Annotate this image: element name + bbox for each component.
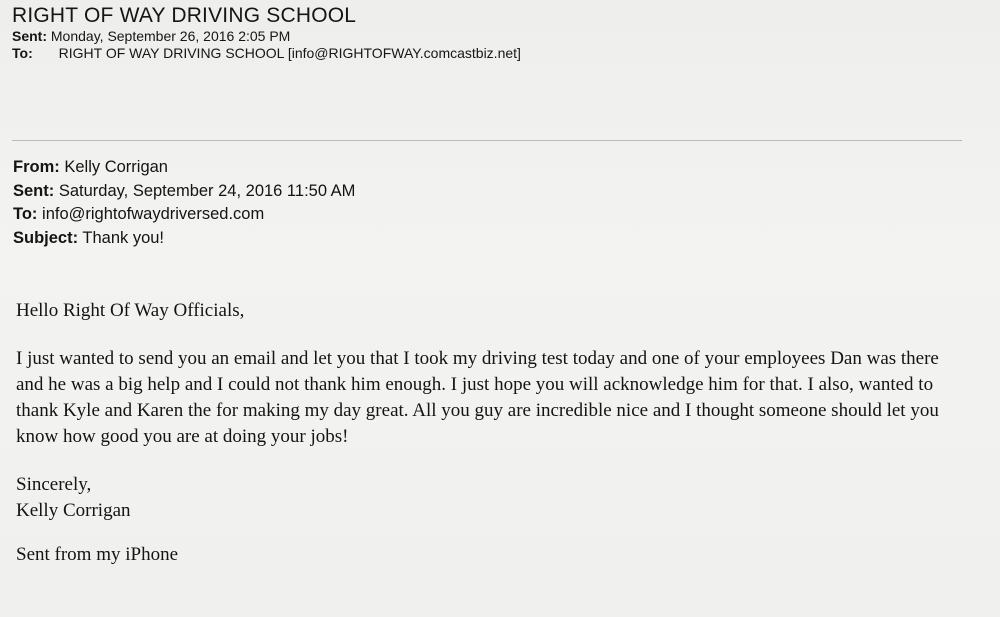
sent-label: Sent: bbox=[13, 181, 55, 200]
outer-to-value: RIGHT OF WAY DRIVING SCHOOL [info@RIGHTOFWAY.comcastbiz.net] bbox=[58, 45, 521, 61]
greeting: Hello Right Of Way Officials, bbox=[16, 300, 245, 321]
outer-to-row bbox=[12, 45, 972, 62]
from-row bbox=[13, 156, 973, 180]
closing-line: Sincerely, bbox=[16, 474, 92, 495]
outer-email-header bbox=[12, 4, 972, 62]
outer-sent-label: Sent: bbox=[12, 28, 47, 44]
sent-from-footer: Sent from my iPhone bbox=[16, 544, 179, 565]
subject-value: Thank you! bbox=[82, 228, 165, 247]
signature: Kelly Corrigan bbox=[16, 500, 131, 521]
from-label: From: bbox=[13, 158, 60, 176]
sent-value: Saturday, September 24, 2016 11:50 AM bbox=[58, 181, 356, 200]
to-label: To: bbox=[13, 205, 38, 223]
sent-row bbox=[13, 180, 973, 204]
message-paragraph: I just wanted to send you an email and let you that I took my driving test today and one of your employees Dan was there and he was a big help and I could not thank him enough. I just hope you will acknowledge him for that. I also, wanted to thank Kyle and Karen the for making my day great. All you guy are incredible nice and I thought someone should let you know how good you are at doing your jobs! bbox=[16, 348, 939, 447]
subject-row bbox=[13, 227, 973, 251]
email-body bbox=[16, 298, 986, 568]
to-value: info@rightofwaydriversed.com bbox=[42, 205, 265, 223]
outer-sent-row bbox=[12, 28, 972, 45]
original-message-header bbox=[13, 156, 973, 250]
sender-title: RIGHT OF WAY DRIVING SCHOOL bbox=[12, 4, 357, 27]
header-divider bbox=[12, 140, 962, 141]
outer-to-label: To: bbox=[12, 45, 33, 61]
to-row bbox=[13, 203, 973, 227]
closing-block bbox=[16, 472, 986, 524]
from-value: Kelly Corrigan bbox=[64, 158, 168, 176]
outer-sent-value: Monday, September 26, 2016 2:05 PM bbox=[50, 28, 291, 44]
subject-label: Subject: bbox=[13, 228, 79, 247]
